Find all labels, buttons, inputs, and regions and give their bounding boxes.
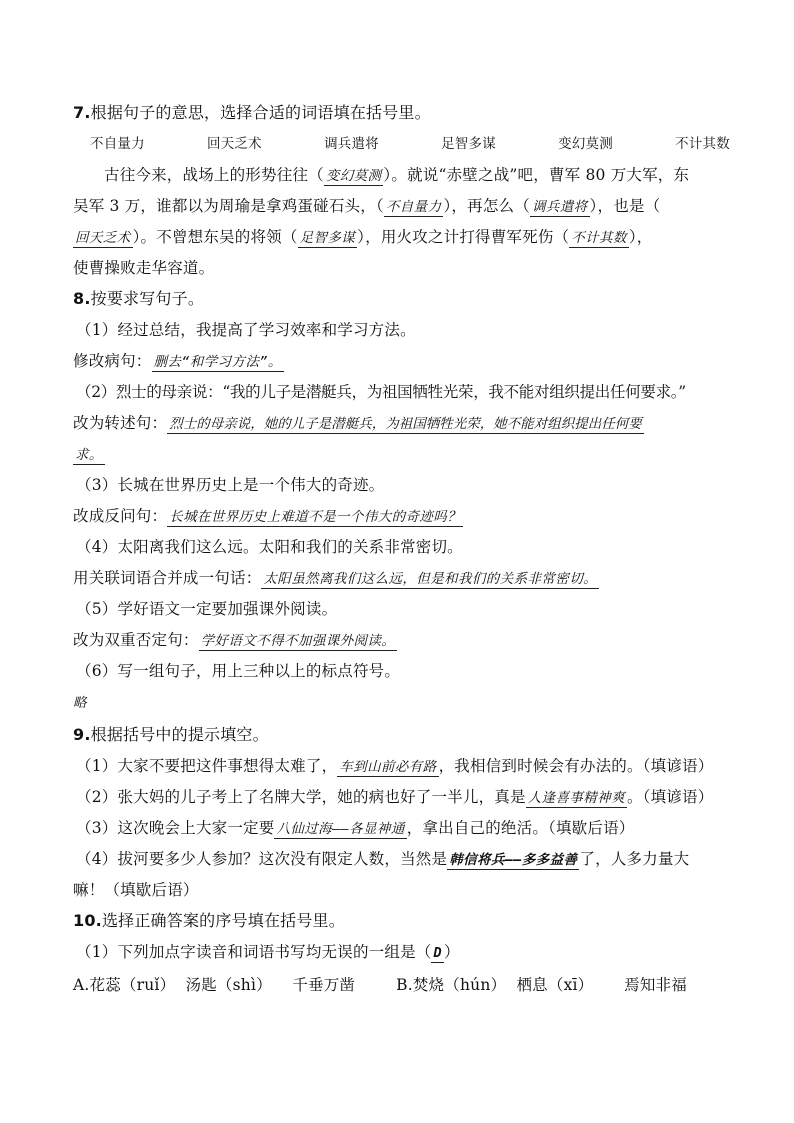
fill-answer: 人逢喜事精神爽: [527, 790, 625, 806]
q9-number: 9.: [73, 725, 91, 744]
word-bank-item: 变幻莫测: [558, 136, 613, 152]
passage-text: ），: [628, 228, 653, 246]
q8-answer-line: [73, 691, 733, 714]
fill-answer: 不计其数: [571, 230, 627, 246]
q7-heading: [73, 102, 733, 124]
q10-instruction: 选择正确答案的序号填在括号里。: [101, 911, 345, 930]
q8-heading: [73, 288, 733, 310]
q8-answer-line: [73, 443, 733, 466]
word-bank-item: 不自量力: [90, 136, 145, 152]
q8-number: 8.: [73, 289, 91, 308]
q9-item-continued: 嘛！（填歇后语）: [73, 881, 199, 899]
answer-text: 删去“和学习方法”。: [153, 354, 282, 370]
answer-text: 太阳虽然离我们这么远，但是和我们的关系非常密切。: [263, 571, 598, 587]
answer-label: 改为双重否定句：: [73, 631, 199, 649]
item-text: （1）下列加点字读音和词语书写均无误的一组是（: [76, 943, 432, 961]
passage-text: 吴军 3 万，谁都以为周瑜是拿鸡蛋碰石头，（: [73, 197, 384, 215]
item-text: 了，人多力量大: [579, 850, 690, 868]
q8-answer-line: [73, 505, 733, 528]
q10-item: [76, 941, 736, 964]
q10-heading: [73, 910, 733, 932]
answer-label: 修改病句：: [73, 352, 152, 370]
q8-item: （2）烈士的母亲说：“我的儿子是潜艇兵，为祖国牺牲光荣，我不能对组织提出任何要求。”: [76, 383, 686, 401]
answer-label: 用关联词语合并成一句话：: [73, 569, 262, 587]
q8-answer-line: [73, 412, 733, 435]
q8-answer-line: [73, 567, 733, 590]
word-bank-item: 回天乏术: [207, 136, 262, 152]
passage-text: ）。就说“赤壁之战”吧，曹军 80 万大军，东: [383, 166, 690, 184]
answer-text: 略: [73, 695, 87, 711]
item-text: （2）张大妈的儿子考上了名牌大学，她的病也好了一半儿，真是: [76, 788, 526, 806]
fill-answer: 足智多谋: [299, 230, 356, 246]
fill-answer: 韩信将兵——多多益善: [449, 852, 578, 868]
q9-instruction: 根据括号中的提示填空。: [90, 725, 269, 744]
q9-item: [76, 786, 736, 809]
q10-number: 10.: [73, 911, 102, 930]
fill-answer: 不自量力: [385, 199, 442, 215]
fill-answer: 变幻莫测: [325, 168, 382, 184]
item-text: ，拿出自己的绝活。（填歇后语）: [406, 819, 635, 837]
passage-text: ），用火攻之计打得曹军死伤（: [357, 228, 570, 246]
word-bank-item: 调兵遣将: [324, 136, 379, 152]
answer-text: 求。: [75, 447, 103, 463]
word-bank-item: 足智多谋: [441, 136, 496, 152]
q7-passage-line: [104, 164, 744, 187]
item-text: （3）这次晚会上大家一定要: [76, 819, 275, 837]
answer-text: 学好语文不得不加强课外阅读。: [200, 633, 396, 649]
q7-passage-line: [73, 195, 733, 218]
q9-item: [76, 848, 736, 871]
item-text: 。（填谚语）: [626, 788, 714, 806]
fill-answer: 车到山前必有路: [339, 759, 437, 775]
fill-answer: 调兵遣将: [531, 199, 588, 215]
q8-item: （5）学好语文一定要加强课外阅读。: [76, 600, 338, 618]
item-text: ，我相信到时候会有办法的。（填谚语）: [438, 757, 714, 775]
passage-text: 使曹操败走华容道。: [73, 259, 215, 277]
q7-number: 7.: [73, 103, 91, 122]
fill-answer: 八仙过海——各显神通: [276, 821, 405, 837]
q9-item: [76, 755, 736, 778]
answer-text: 长城在世界历史上难道不是一个伟大的奇迹吗？: [169, 509, 462, 525]
passage-text: ），也是（: [589, 197, 661, 215]
q8-item: （4）太阳离我们这么远。太阳和我们的关系非常密切。: [76, 538, 463, 556]
q9-heading: [73, 724, 733, 746]
q8-answer-line: [73, 629, 733, 652]
item-text: （1）大家不要把这件事想得太难了，: [76, 757, 338, 775]
word-bank-item: 不计其数: [675, 136, 730, 152]
q8-item: （6）写一组句子，用上三种以上的标点符号。: [76, 662, 401, 680]
answer-label: 改为转述句：: [73, 414, 168, 432]
answer-text: 烈士的母亲说，她的儿子是潜艇兵，为祖国牺牲光荣，她不能对组织提出任何要: [169, 416, 642, 432]
answer-label: 改成反问句：: [73, 507, 168, 525]
fill-answer: D: [433, 945, 442, 961]
passage-text: ），再怎么（: [443, 197, 530, 215]
q7-passage-line: [73, 226, 733, 249]
q8-answer-line: [73, 350, 733, 373]
q10-options: A.花蕊（ruǐ） 汤匙（shì） 千垂万凿 B.焚烧（hún） 栖息（xī） 焉知非福: [73, 976, 687, 994]
passage-text: ）。不曾想东吴的将领（: [132, 228, 298, 246]
q7-word-bank: [90, 133, 730, 155]
q8-instruction: 按要求写句子。: [90, 289, 205, 308]
q8-item: （3）长城在世界历史上是一个伟大的奇迹。: [76, 476, 385, 494]
item-text: （4）拔河要多少人参加？这次没有限定人数，当然是: [76, 850, 448, 868]
q9-item: [76, 817, 736, 840]
fill-answer: 回天乏术: [75, 230, 131, 246]
passage-text: 古往今来，战场上的形势往往（: [104, 166, 324, 184]
q7-passage-line: [73, 257, 733, 279]
q8-item: （1）经过总结，我提高了学习效率和学习方法。: [76, 321, 416, 339]
item-text: ）: [444, 943, 460, 961]
q7-instruction: 根据句子的意思，选择合适的词语填在括号里。: [90, 103, 431, 122]
